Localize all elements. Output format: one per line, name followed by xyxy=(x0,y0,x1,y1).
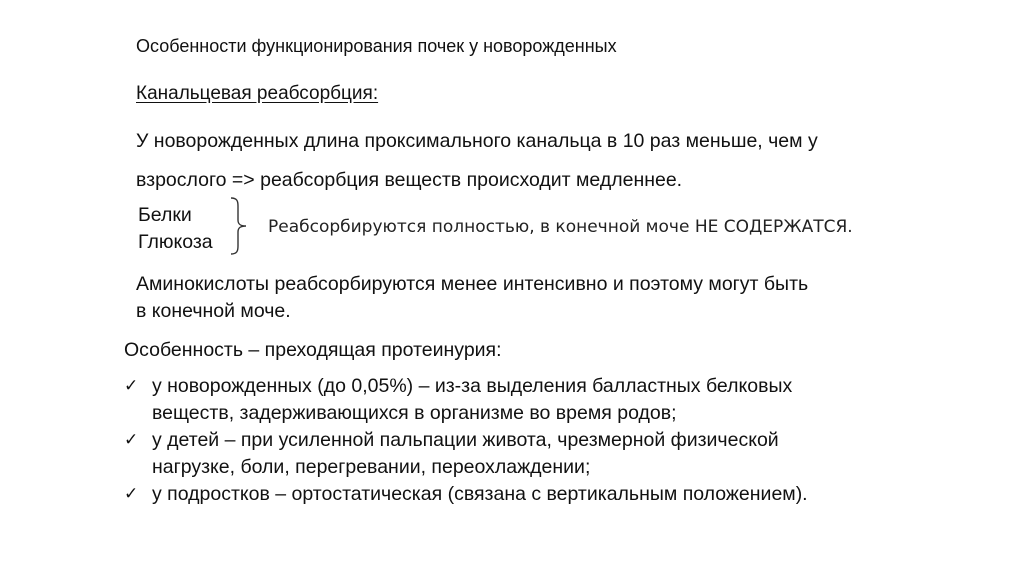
substance-list xyxy=(138,202,213,256)
substance-item: Глюкоза xyxy=(138,231,213,253)
list-item xyxy=(124,427,984,481)
paragraph-line: У новорожденных длина проксимального канальца в 10 раз меньше, чем у xyxy=(136,130,818,152)
page-title: Особенности функционирования почек у новорожденных xyxy=(136,36,617,56)
paragraph-line: взрослого => реабсорбция веществ происходит медленнее. xyxy=(136,169,683,191)
list-item xyxy=(124,481,984,508)
paragraph-line: в конечной моче. xyxy=(136,300,291,322)
list-item-text xyxy=(152,427,779,481)
section-subtitle: Канальцевая реабсорбция: xyxy=(136,83,379,104)
checkmark-icon: ✓ xyxy=(124,484,139,504)
list-item-text xyxy=(152,481,808,508)
bullet-list xyxy=(124,373,984,508)
checkmark-icon: ✓ xyxy=(124,430,139,450)
reabsorption-note: Реабсорбируются полностью, в конечной моче НЕ СОДЕРЖАТСЯ. xyxy=(268,217,853,237)
list-item-line: нагрузке, боли, перегревании, переохлаждении; xyxy=(152,456,591,478)
list-item-line: веществ, задерживающихся в организме во время родов; xyxy=(152,402,677,424)
checkmark-icon: ✓ xyxy=(124,376,139,396)
list-item-line: у новорожденных (до 0,05%) – из-за выделения балластных белковых xyxy=(152,375,793,397)
list-item-line: у подростков – ортостатическая (связана с вертикальным положением). xyxy=(152,483,808,505)
curly-brace-icon xyxy=(228,196,250,256)
list-item-text xyxy=(152,373,792,427)
list-item-line: у детей – при усиленной пальпации живота, чрезмерной физической xyxy=(152,429,779,451)
feature-heading: Особенность – преходящая протеинурия: xyxy=(124,339,502,361)
substance-item: Белки xyxy=(138,204,192,226)
paragraph-line: Аминокислоты реабсорбируются менее интенсивно и поэтому могут быть xyxy=(136,273,809,295)
list-item xyxy=(124,373,984,427)
